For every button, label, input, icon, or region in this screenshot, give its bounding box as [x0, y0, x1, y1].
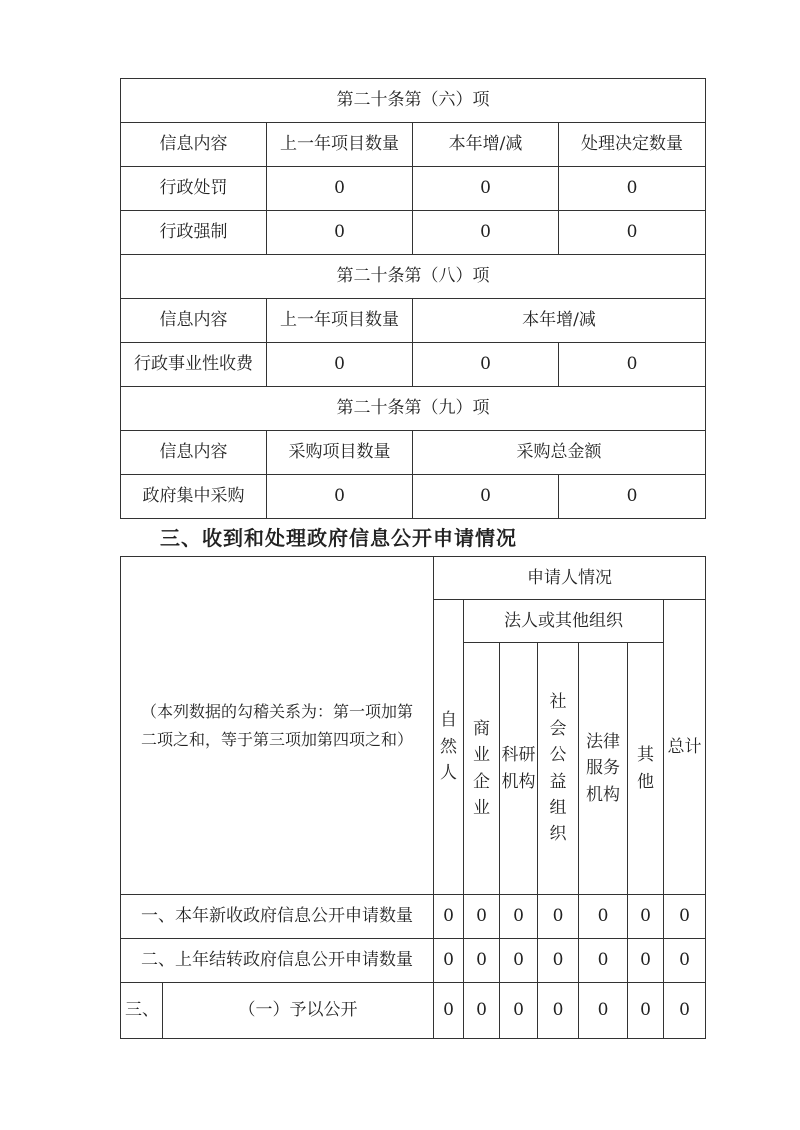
cell-value: 0 [267, 167, 413, 211]
cell-value: 0 [267, 475, 413, 519]
table-row [121, 939, 706, 983]
note-cell [121, 557, 434, 895]
cell-value: 0 [664, 895, 706, 939]
row-label: 政府集中采购 [121, 475, 267, 519]
cell-value: 0 [579, 895, 628, 939]
cell-value: 0 [413, 167, 559, 211]
table-row [121, 475, 706, 519]
cell-value: 0 [500, 983, 538, 1039]
cell-value: 0 [413, 343, 559, 387]
section-title: 第二十条第（六）项 [121, 79, 706, 123]
table-row [121, 387, 706, 431]
column-header-natural-person: 自 然 人 [434, 600, 464, 895]
column-header: 处理决定数量 [559, 123, 706, 167]
note-line: 二项之和，等于第三项加第四项之和） [141, 729, 414, 749]
note-line: （本列数据的勾稽关系为：第一项加第 [141, 701, 414, 721]
column-header: 信息内容 [121, 123, 267, 167]
column-header: 采购项目数量 [267, 431, 413, 475]
table-row [121, 431, 706, 475]
cell-value: 0 [434, 939, 464, 983]
applicant-header: 申请人情况 [434, 557, 706, 600]
cell-value: 0 [664, 939, 706, 983]
cell-value: 0 [500, 939, 538, 983]
column-header: 信息内容 [121, 299, 267, 343]
cell-value: 0 [628, 939, 664, 983]
column-header-research: 科研 机构 [500, 643, 538, 895]
cell-value: 0 [538, 895, 579, 939]
table-row [121, 895, 706, 939]
row-label: 二、上年结转政府信息公开申请数量 [121, 939, 434, 983]
disclosure-table [120, 78, 706, 519]
section-title: 第二十条第（八）项 [121, 255, 706, 299]
table-row [121, 343, 706, 387]
application-table [120, 556, 706, 1039]
cell-value: 0 [579, 939, 628, 983]
cell-value: 0 [579, 983, 628, 1039]
org-header: 法人或其他组织 [464, 600, 664, 643]
cell-value: 0 [559, 343, 706, 387]
table-row [121, 167, 706, 211]
cell-value: 0 [464, 895, 500, 939]
cell-value: 0 [664, 983, 706, 1039]
column-header: 采购总金额 [413, 431, 706, 475]
cell-value: 0 [538, 983, 579, 1039]
column-header-legal-service: 法律 服务 机构 [579, 643, 628, 895]
cell-value: 0 [500, 895, 538, 939]
table-row [121, 983, 706, 1039]
section-heading: 三、收到和处理政府信息公开申请情况 [160, 526, 517, 550]
column-header-social-org: 社 会 公 益 组 织 [538, 643, 579, 895]
table-row [121, 255, 706, 299]
cell-value: 0 [628, 895, 664, 939]
cell-value: 0 [434, 983, 464, 1039]
column-header: 本年增/减 [413, 299, 706, 343]
table-row [121, 211, 706, 255]
section-title: 第二十条第（九）项 [121, 387, 706, 431]
column-header: 信息内容 [121, 431, 267, 475]
cell-value: 0 [434, 895, 464, 939]
row-label: 行政处罚 [121, 167, 267, 211]
column-header-total: 总计 [664, 600, 706, 895]
table-row [121, 557, 706, 600]
row-label: （一）予以公开 [163, 983, 434, 1039]
cell-value: 0 [413, 475, 559, 519]
cell-value: 0 [559, 167, 706, 211]
row-label: 行政事业性收费 [121, 343, 267, 387]
cell-value: 0 [628, 983, 664, 1039]
row-label: 行政强制 [121, 211, 267, 255]
cell-value: 0 [559, 475, 706, 519]
cell-value: 0 [464, 939, 500, 983]
cell-value: 0 [413, 211, 559, 255]
column-header: 本年增/减 [413, 123, 559, 167]
cell-value: 0 [267, 343, 413, 387]
cell-value: 0 [464, 983, 500, 1039]
table-row [121, 123, 706, 167]
cell-value: 0 [267, 211, 413, 255]
column-header-business: 商 业 企 业 [464, 643, 500, 895]
row-prefix: 三、 [121, 983, 163, 1039]
column-header: 上一年项目数量 [267, 299, 413, 343]
cell-value: 0 [559, 211, 706, 255]
table-row [121, 79, 706, 123]
table-row [121, 299, 706, 343]
column-header-other: 其 他 [628, 643, 664, 895]
row-label: 一、本年新收政府信息公开申请数量 [121, 895, 434, 939]
cell-value: 0 [538, 939, 579, 983]
column-header: 上一年项目数量 [267, 123, 413, 167]
